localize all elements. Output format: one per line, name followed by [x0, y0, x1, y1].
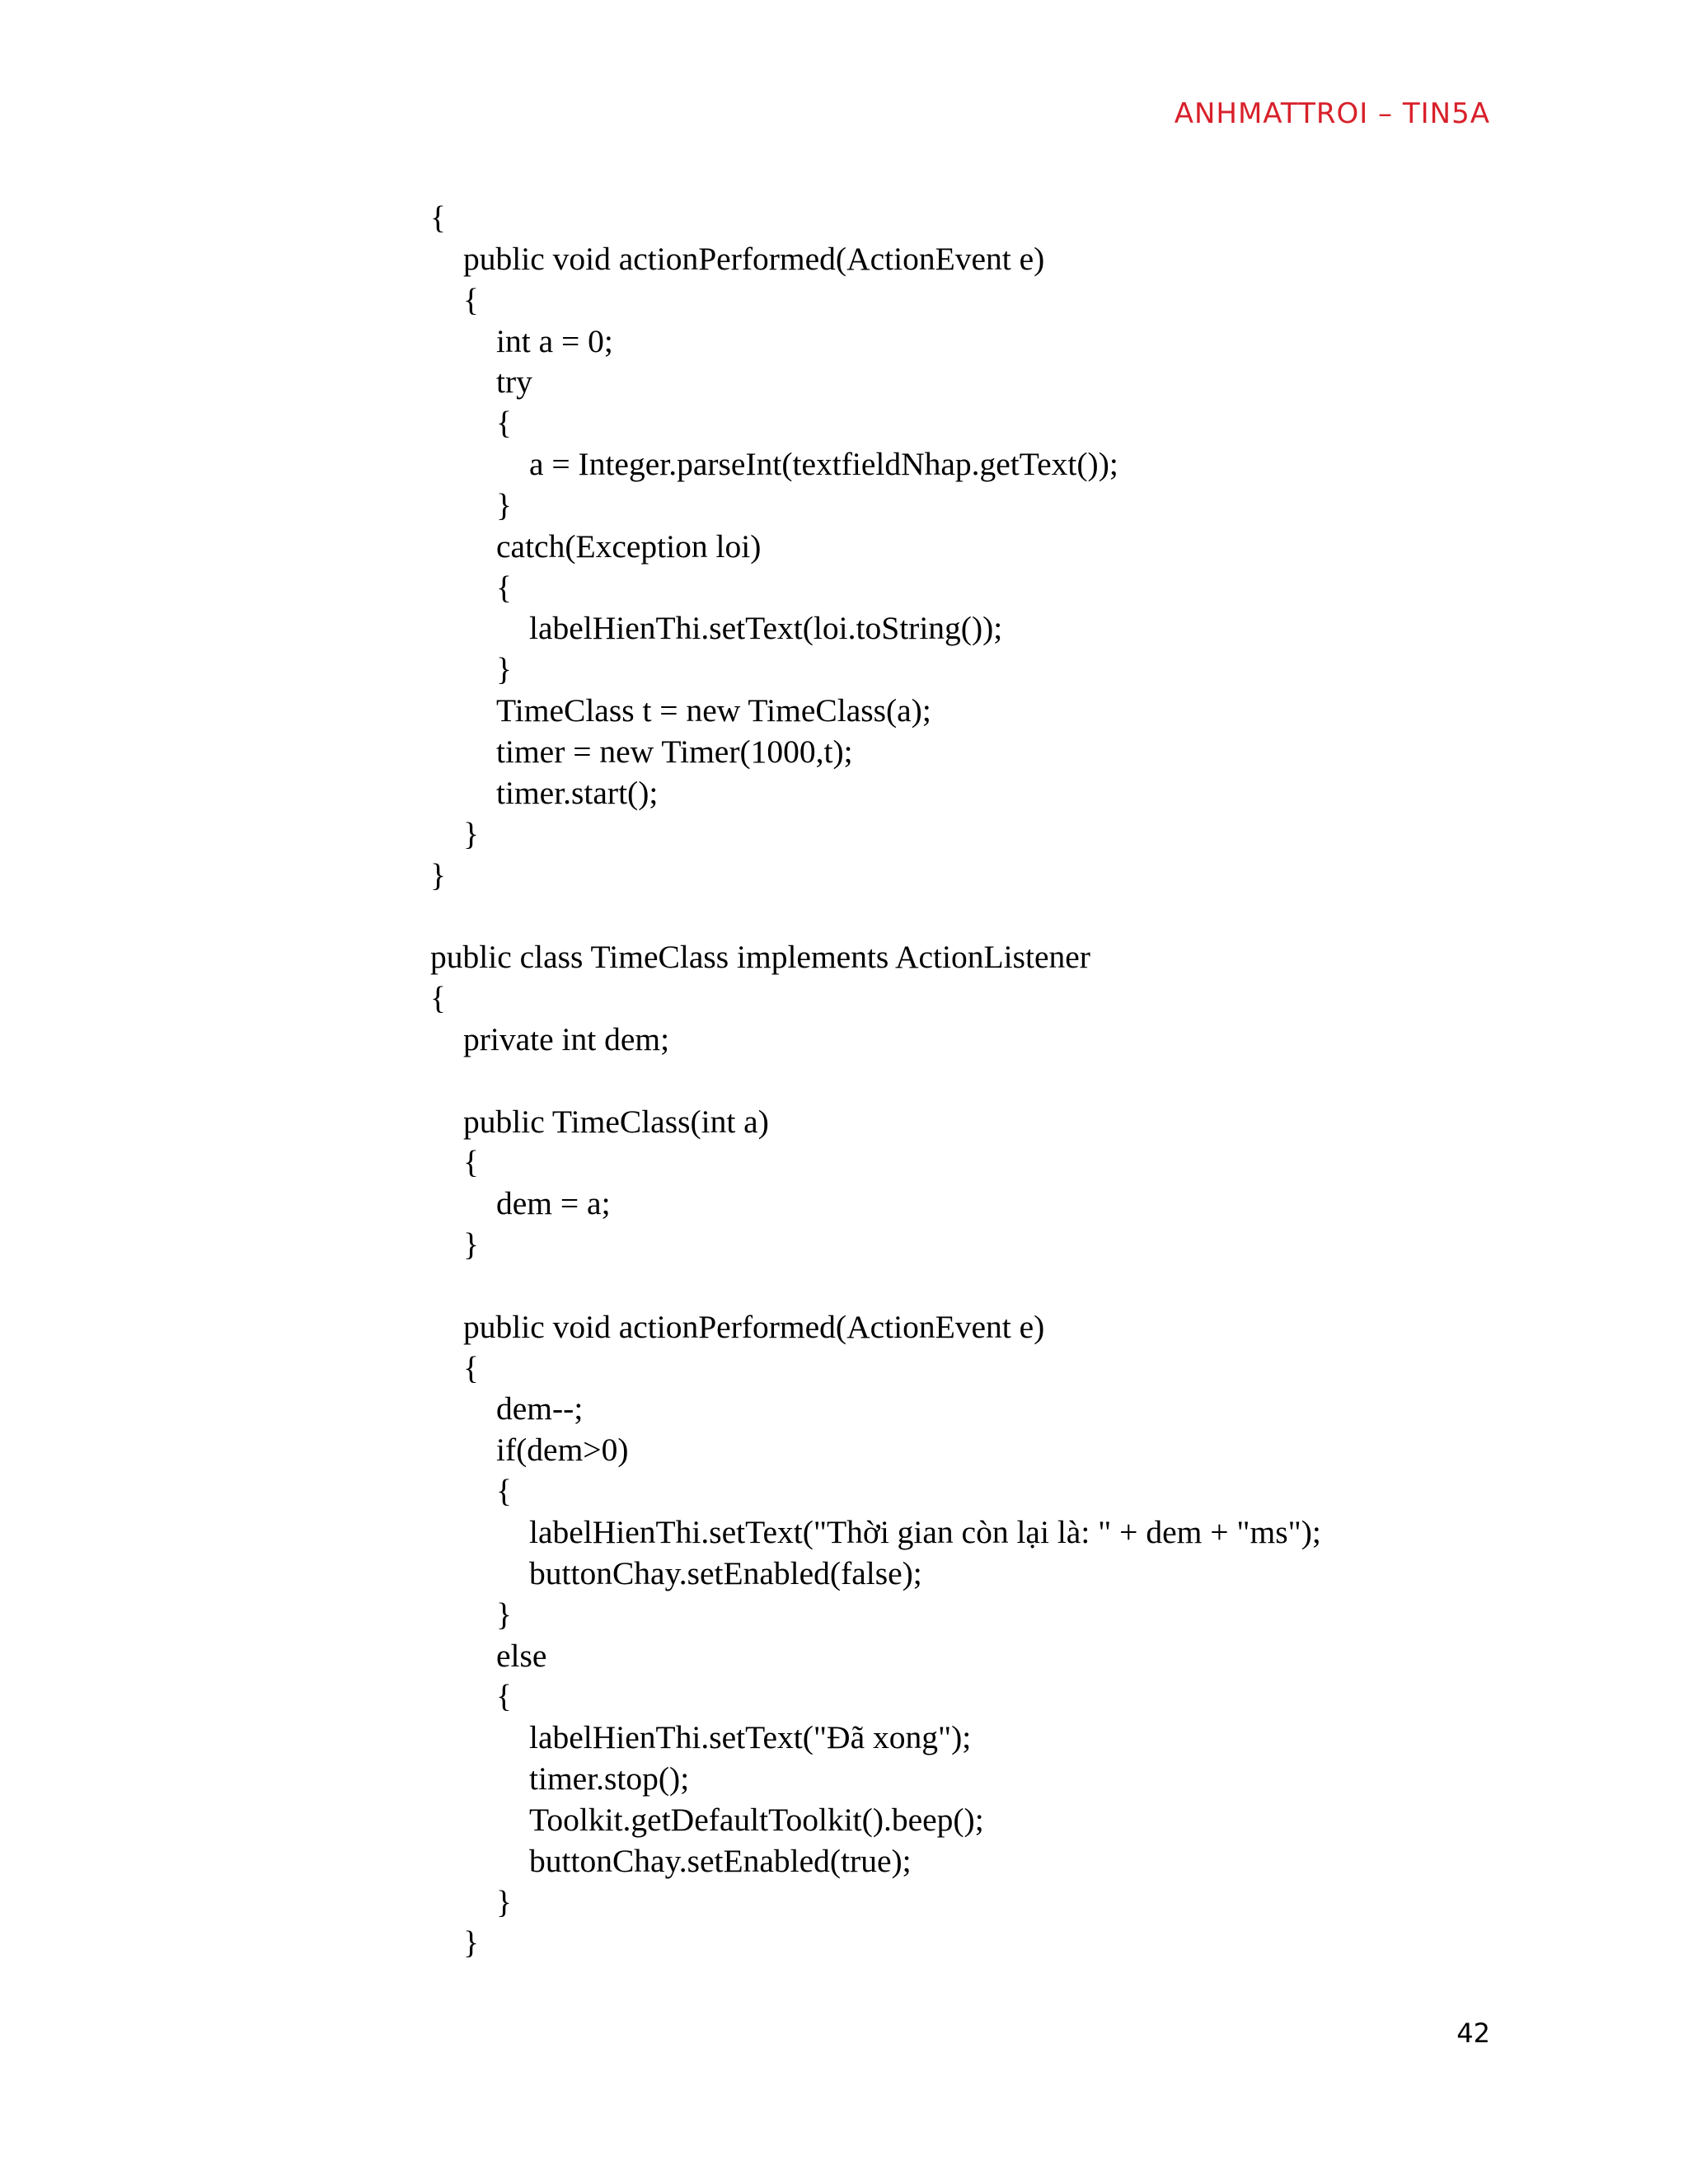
code-blank-line: [430, 896, 1584, 937]
code-line: timer.stop();: [529, 1760, 690, 1797]
code-line: private int dem;: [463, 1020, 670, 1057]
code-line: }: [430, 856, 446, 893]
code-blank-line: [430, 1061, 1584, 1102]
code-listing: [430, 198, 1584, 1964]
code-line: public class TimeClass implements ActionListener: [430, 939, 1090, 976]
code-line: }: [496, 1596, 512, 1633]
code-line: {: [463, 1144, 479, 1181]
code-line: catch(Exception loi): [496, 527, 762, 565]
code-blank-line: [430, 1266, 1584, 1307]
code-line: public void actionPerformed(ActionEvent e): [463, 1308, 1045, 1345]
code-line: {: [463, 281, 479, 318]
code-line: }: [496, 651, 512, 688]
code-line: {: [496, 1473, 512, 1510]
code-line: labelHienThi.setText("Đã xong");: [529, 1719, 972, 1756]
code-line: buttonChay.setEnabled(false);: [529, 1554, 922, 1591]
code-line: public TimeClass(int a): [463, 1103, 769, 1140]
code-line: buttonChay.setEnabled(true);: [529, 1842, 912, 1879]
code-line: a = Integer.parseInt(textfieldNhap.getText());: [529, 446, 1118, 483]
code-line: }: [496, 486, 512, 523]
code-line: {: [496, 1678, 512, 1715]
code-line: {: [430, 980, 446, 1017]
code-line: try: [496, 363, 532, 401]
code-line: timer.start();: [496, 774, 659, 811]
code-line: }: [496, 1883, 512, 1920]
page-number: 42: [1456, 2018, 1490, 2049]
code-line: timer = new Timer(1000,t);: [496, 733, 853, 770]
code-line: labelHienThi.setText("Thời gian còn lại là: " + dem + "ms");: [529, 1514, 1321, 1550]
code-line: }: [463, 1226, 479, 1263]
code-line: else: [496, 1637, 547, 1674]
code-line: {: [430, 199, 446, 236]
code-line: {: [496, 405, 512, 442]
code-line: TimeClass t = new TimeClass(a);: [496, 692, 931, 729]
code-line: {: [496, 569, 512, 606]
code-line: dem--;: [496, 1390, 584, 1427]
code-line: int a = 0;: [496, 322, 613, 359]
code-line: labelHienThi.setText(loi.toString());: [529, 610, 1003, 647]
code-line: }: [463, 815, 479, 852]
code-line: public void actionPerformed(ActionEvent e): [463, 240, 1045, 277]
code-line: {: [463, 1349, 479, 1386]
code-line: }: [463, 1924, 479, 1961]
code-line: if(dem>0): [496, 1432, 629, 1469]
code-line: dem = a;: [496, 1185, 611, 1222]
page-header-title: ANHMATTROI – TIN5A: [1174, 97, 1490, 130]
code-line: Toolkit.getDefaultToolkit().beep();: [529, 1801, 984, 1838]
